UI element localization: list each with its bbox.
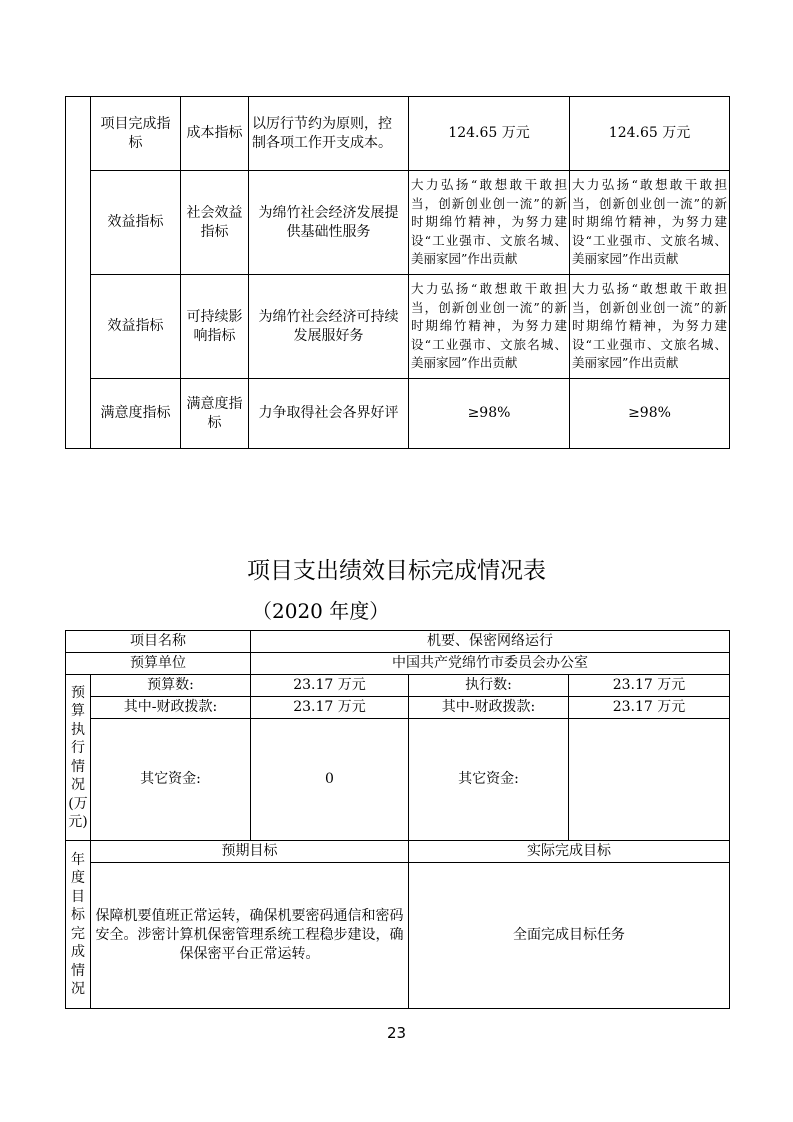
fiscal-allocation-label: 其中-财政拨款: [409,697,569,719]
other-funds-value: 0 [251,719,409,841]
table-row [66,275,730,379]
table-row [66,653,730,675]
project-name-value: 机要、保密网络运行 [251,631,730,653]
table-row [66,171,730,275]
table-row [66,97,730,171]
budget-execution-section-label: 预 算 执 行 情 况 (万 元) [66,675,91,841]
table-row [66,841,730,863]
table-row [66,863,730,1009]
project-expenditure-table [65,630,730,1009]
indicator-content-cell: 为绵竹社会经济发展提供基础性服务 [249,171,409,275]
fiscal-allocation-value: 23.17 万元 [251,697,409,719]
actual-value-cell: 大力弘扬“敢想敢干敢担当，创新创业创一流”的新时期绵竹精神，为努力建设“工业强市、文旅名城、美丽家园”作出贡献 [570,275,730,379]
other-funds-label: 其它资金: [91,719,251,841]
level2-indicator-cell: 效益指标 [91,171,181,275]
actual-goal-text: 全面完成目标任务 [409,863,730,1009]
project-name-label: 项目名称 [66,631,251,653]
annual-goal-section-label: 年 度 目 标 完 成 情 况 [66,841,91,1009]
target-value-cell: ≥98% [409,379,570,449]
budget-amount-label: 预算数: [91,675,251,697]
budget-unit-value: 中国共产党绵竹市委员会办公室 [251,653,730,675]
page-title: 项目支出绩效目标完成情况表 [247,558,546,584]
exec-amount-value: 23.17 万元 [569,675,730,697]
performance-indicator-table [65,96,730,449]
fiscal-allocation-value: 23.17 万元 [569,697,730,719]
table-row [66,631,730,653]
indicator-content-cell: 力争取得社会各界好评 [249,379,409,449]
budget-amount-value: 23.17 万元 [251,675,409,697]
actual-goal-header: 实际完成目标 [409,841,730,863]
level2-indicator-cell: 满意度指标 [91,379,181,449]
indicator-content-cell: 以厉行节约为原则，控制各项工作开支成本。 [249,97,409,171]
level2-indicator-cell: 效益指标 [91,275,181,379]
actual-value-cell: 124.65 万元 [570,97,730,171]
level1-indicator-cell [66,97,91,449]
page-number: 23 [386,1024,407,1042]
level3-indicator-cell: 社会效益指标 [181,171,249,275]
table-row [66,675,730,697]
exec-amount-label: 执行数: [409,675,569,697]
target-value-cell: 大力弘扬“敢想敢干敢担当，创新创业创一流”的新时期绵竹精神，为努力建设“工业强市、文旅名城、美丽家园”作出贡献 [409,275,570,379]
page-subtitle: （2020 年度） [252,599,390,623]
budget-unit-label: 预算单位 [66,653,251,675]
target-value-cell: 大力弘扬“敢想敢干敢担当，创新创业创一流”的新时期绵竹精神，为努力建设“工业强市、文旅名城、美丽家园”作出贡献 [409,171,570,275]
other-funds-label: 其它资金: [409,719,569,841]
level3-indicator-cell: 满意度指标 [181,379,249,449]
actual-value-cell: ≥98% [570,379,730,449]
indicator-content-cell: 为绵竹社会经济可持续发展服好务 [249,275,409,379]
table-row [66,697,730,719]
target-value-cell: 124.65 万元 [409,97,570,171]
level3-indicator-cell: 可持续影响指标 [181,275,249,379]
actual-value-cell: 大力弘扬“敢想敢干敢担当，创新创业创一流”的新时期绵竹精神，为努力建设“工业强市、文旅名城、美丽家园”作出贡献 [570,171,730,275]
expected-goal-text: 保障机要值班正常运转，确保机要密码通信和密码安全。涉密计算机保密管理系统工程稳步建设，确保保密平台正常运转。 [91,863,409,1009]
level3-indicator-cell: 成本指标 [181,97,249,171]
fiscal-allocation-label: 其中-财政拨款: [91,697,251,719]
expected-goal-header: 预期目标 [91,841,409,863]
table-row [66,379,730,449]
level2-indicator-cell: 项目完成指标 [91,97,181,171]
other-funds-value [569,719,730,841]
table-row [66,719,730,841]
